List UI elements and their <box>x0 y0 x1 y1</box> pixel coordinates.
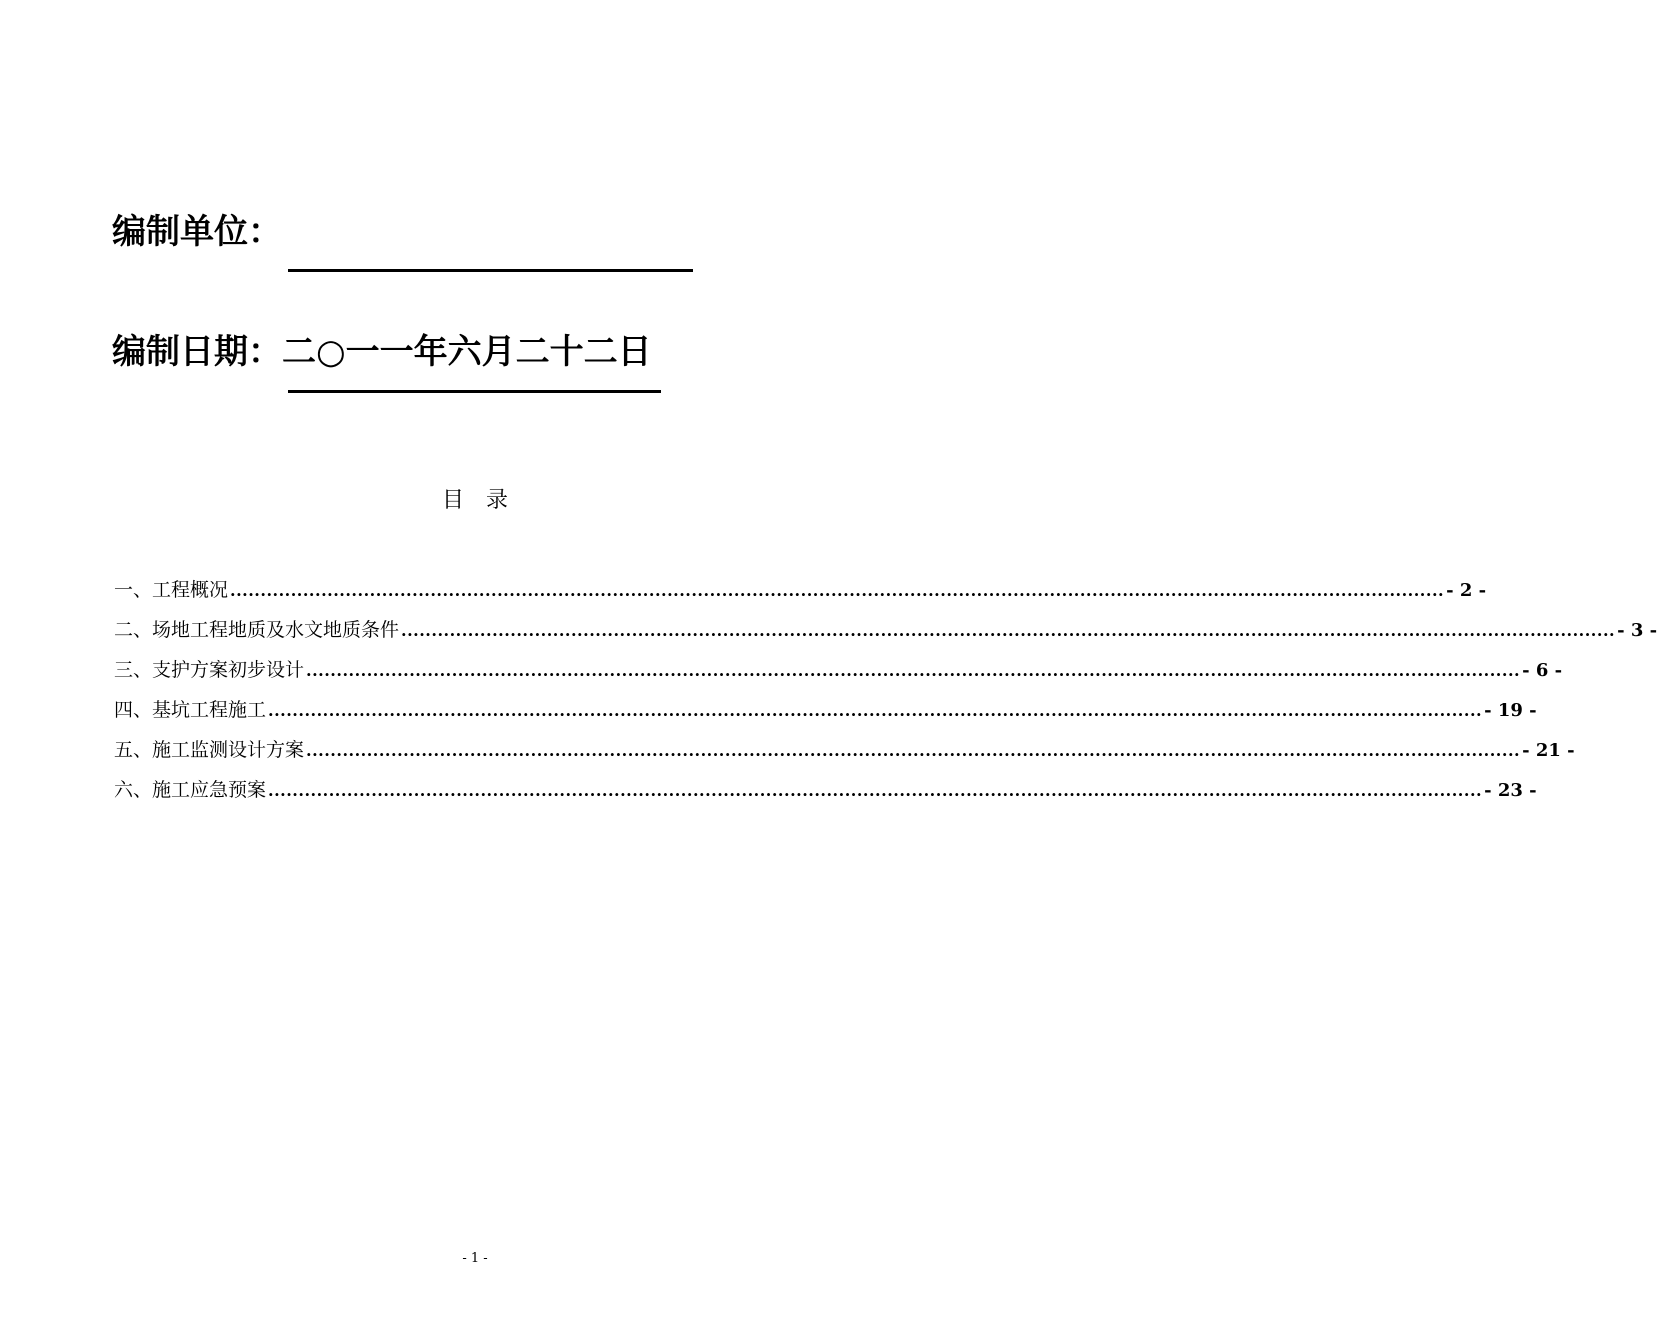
toc-item[interactable] <box>114 656 1563 696</box>
toc-item[interactable] <box>114 736 1575 776</box>
toc-leader-dots: ........................................................................................................................................................................................................ <box>230 581 1445 600</box>
page-number <box>0 1250 950 1268</box>
toc-item-page: - 6 - <box>1522 660 1563 681</box>
toc-leader-dots: ........................................................................................................................................................................................................ <box>401 621 1616 640</box>
compiling-date-row <box>112 332 652 372</box>
toc-item[interactable] <box>114 696 1537 736</box>
toc-item[interactable] <box>114 576 1487 616</box>
toc-item-label: 五、施工监测设计方案 <box>114 739 305 761</box>
toc-leader-dots: ........................................................................................................................................................................................................ <box>306 661 1521 680</box>
compiling-date-label: 编制日期： <box>112 332 282 372</box>
toc-item[interactable] <box>114 616 1657 656</box>
toc-item-page: - 3 - <box>1617 620 1657 641</box>
page-number-text: - 1 - <box>462 1251 488 1266</box>
toc-item-label: 四、基坑工程施工 <box>114 699 267 721</box>
toc-list <box>114 576 1657 816</box>
toc-item-page: - 23 - <box>1484 780 1537 801</box>
compiling-date-value: 二○一一年六月二十二日 <box>282 332 652 372</box>
toc-title-text: 目 录 <box>441 488 508 513</box>
toc-item-label: 二、场地工程地质及水文地质条件 <box>114 619 400 641</box>
toc-item-label: 一、工程概况 <box>114 579 229 601</box>
toc-item-label: 三、支护方案初步设计 <box>114 659 305 681</box>
toc-leader-dots: ........................................................................................................................................................................................................ <box>268 701 1483 720</box>
toc-item-page: - 21 - <box>1522 740 1575 761</box>
toc-item[interactable] <box>114 776 1537 816</box>
toc-title <box>0 486 950 516</box>
toc-leader-dots: ........................................................................................................................................................................................................ <box>306 741 1521 760</box>
compiling-unit-label: 编制单位： <box>112 212 282 252</box>
toc-item-label: 六、施工应急预案 <box>114 779 267 801</box>
compiling-unit-underline <box>288 269 693 272</box>
compiling-unit-row <box>112 212 282 252</box>
toc-leader-dots: ........................................................................................................................................................................................................ <box>268 781 1483 800</box>
compiling-date-underline <box>288 390 661 393</box>
toc-item-page: - 2 - <box>1446 580 1487 601</box>
toc-item-page: - 19 - <box>1484 700 1537 721</box>
